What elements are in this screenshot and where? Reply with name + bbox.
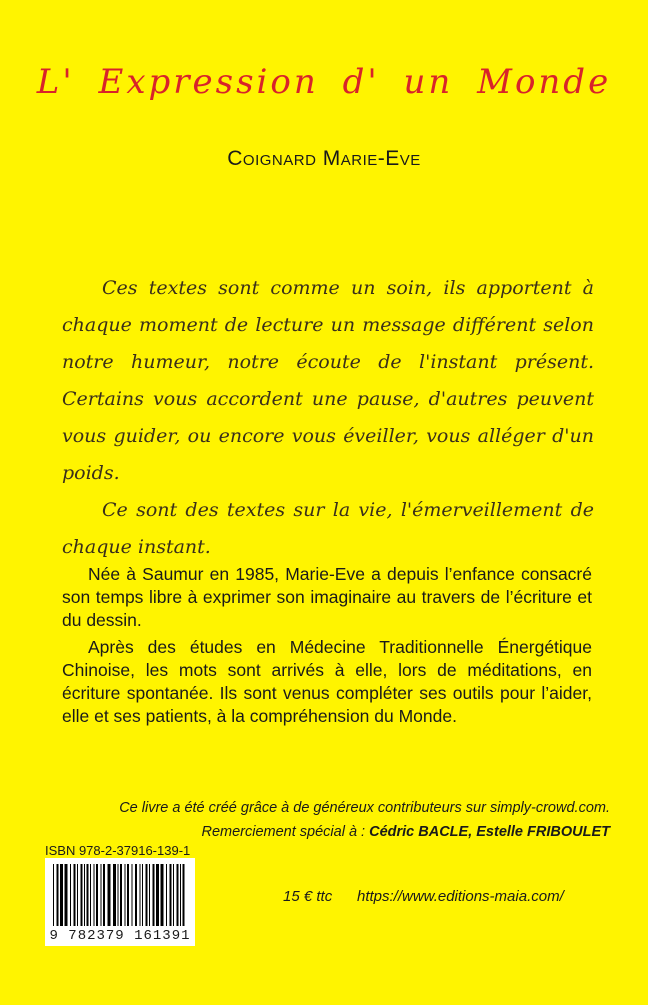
barcode-bar <box>53 864 54 926</box>
special-thanks-names: Cédric BACLE, Estelle FRIBOULET <box>369 824 610 840</box>
barcode-bar <box>166 864 167 926</box>
bio-paragraph: Après des études en Médecine Traditionnelle Énergétique Chinoise, les mots sont arrivés à elle, lors de méditations, en écriture spontanée. Ils sont venus compléter ses outils pour l’aider, elle et ses patients, à la compréhension du Monde. <box>62 637 592 726</box>
credits <box>30 796 610 844</box>
barcode-bar <box>170 864 172 926</box>
barcode-bar <box>180 864 181 926</box>
barcode-bar <box>81 864 83 926</box>
barcode-bar <box>140 864 141 926</box>
barcode-digits: 9 782379 161391 <box>49 928 191 944</box>
barcode-bar <box>177 864 179 926</box>
barcode-bar <box>173 864 174 926</box>
author-bio <box>62 563 592 732</box>
barcode-bar <box>60 864 63 926</box>
special-thanks-label: Remerciement spécial à : <box>201 824 370 840</box>
barcode <box>45 858 195 946</box>
barcode-bar <box>101 864 102 926</box>
barcode-bar <box>103 864 105 926</box>
barcode-bar <box>120 864 122 926</box>
isbn: ISBN 978-2-37916-139-1 <box>45 843 191 858</box>
crowdfunding-note: Ce livre a été créé grâce à de généreux contributeurs sur simply-crowd.com. <box>119 800 610 816</box>
barcode-bar <box>65 864 68 926</box>
barcode-bar <box>183 864 185 926</box>
barcode-bar <box>118 864 119 926</box>
blurb-paragraph: Ces textes sont comme un soin, ils apportent à chaque moment de lecture un message différent selon notre humeur, notre écoute de l'instant présent. Certains vous accordent une pause, d'autres peuvent vous guider, ou encore vous éveiller, vous alléger d'un poids. <box>62 277 594 484</box>
barcode-bar <box>90 864 91 926</box>
barcode-bar <box>142 864 143 926</box>
barcode-bar <box>70 864 71 926</box>
barcode-bar <box>77 864 78 926</box>
barcode-bar <box>94 864 95 926</box>
price: 15 € ttc <box>283 888 333 905</box>
barcode-bar <box>57 864 59 926</box>
barcode-bar <box>87 864 89 926</box>
special-thanks <box>30 820 610 844</box>
barcode-bar <box>156 864 159 926</box>
barcode-bar <box>153 864 155 926</box>
barcode-bar <box>84 864 85 926</box>
back-cover-blurb <box>62 270 594 566</box>
bio-paragraph: Née à Saumur en 1985, Marie-Eve a depuis l’enfance consacré son temps libre à exprimer son imaginaire au travers de l’écriture et du dessin. <box>62 564 592 630</box>
barcode-bar <box>146 864 148 926</box>
barcode-bar <box>125 864 126 926</box>
barcode-bar <box>108 864 111 926</box>
barcode-bar <box>127 864 129 926</box>
barcode-bar <box>74 864 76 926</box>
publisher-url[interactable]: https://www.editions-maia.com/ <box>357 888 564 905</box>
barcode-bar <box>113 864 116 926</box>
barcode-bar <box>132 864 133 926</box>
barcode-bars <box>51 864 189 926</box>
book-title: L' Expression d' un Monde <box>36 62 612 102</box>
barcode-bar <box>135 864 137 926</box>
blurb-paragraph: Ce sont des textes sur la vie, l'émerveillement de chaque instant. <box>62 499 594 558</box>
author-name: Coignard Marie-Eve <box>227 147 421 170</box>
barcode-bar <box>149 864 150 926</box>
barcode-bar <box>96 864 98 926</box>
barcode-bar <box>161 864 164 926</box>
